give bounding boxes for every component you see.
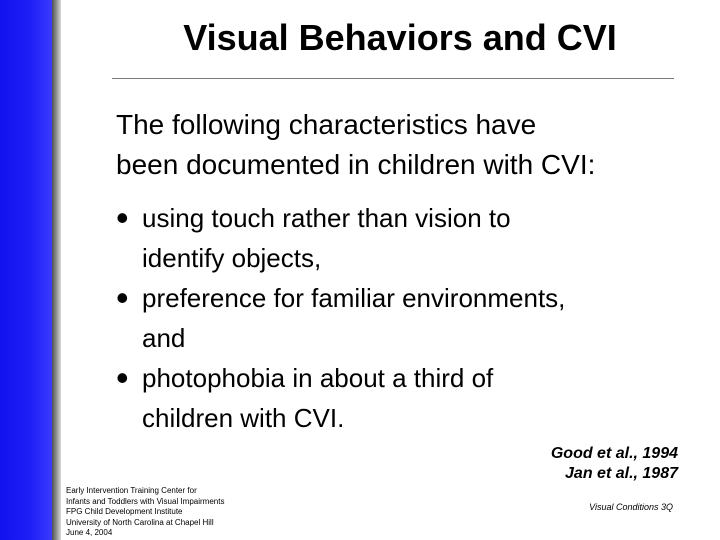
bullet-line: using touch rather than vision to <box>142 203 511 233</box>
bullet-line: preference for familiar environments, <box>142 283 566 313</box>
footer-page-label: Visual Conditions 3Q <box>589 502 673 512</box>
bullet-list <box>116 198 696 438</box>
slide-title: Visual Behaviors and CVI <box>183 17 617 58</box>
intro-text <box>116 105 696 185</box>
bullet-line: identify objects, <box>142 243 322 273</box>
bullet-line: and <box>142 323 186 353</box>
bullet-item <box>116 358 696 438</box>
bullet-icon: • <box>116 197 129 238</box>
bullet-icon: • <box>116 357 129 398</box>
bullet-item <box>116 278 696 358</box>
footer-org-line: FPG Child Development Institute <box>66 507 183 516</box>
bullet-item <box>116 198 696 278</box>
intro-line: been documented in children with CVI: <box>116 149 596 180</box>
left-accent-band <box>0 0 52 540</box>
intro-line: The following characteristics have <box>116 109 537 140</box>
citation: Good et al., 1994 <box>550 445 678 462</box>
citation: Jan et al., 1987 <box>565 465 678 482</box>
footer-organization <box>66 486 224 539</box>
footer-org-line: University of North Carolina at Chapel Hill <box>66 517 214 527</box>
bullet-line: children with CVI. <box>142 403 345 433</box>
footer-date: June 4, 2004 <box>66 528 113 537</box>
title-divider <box>112 78 674 79</box>
footer-org-line: Infants and Toddlers with Visual Impairments <box>66 496 225 506</box>
citations <box>551 444 678 484</box>
bullet-line: photophobia in about a third of <box>142 363 494 393</box>
footer-org-line: Early Intervention Training Center for <box>66 486 197 495</box>
bullet-icon: • <box>116 277 129 318</box>
left-band-shadow <box>52 0 61 540</box>
